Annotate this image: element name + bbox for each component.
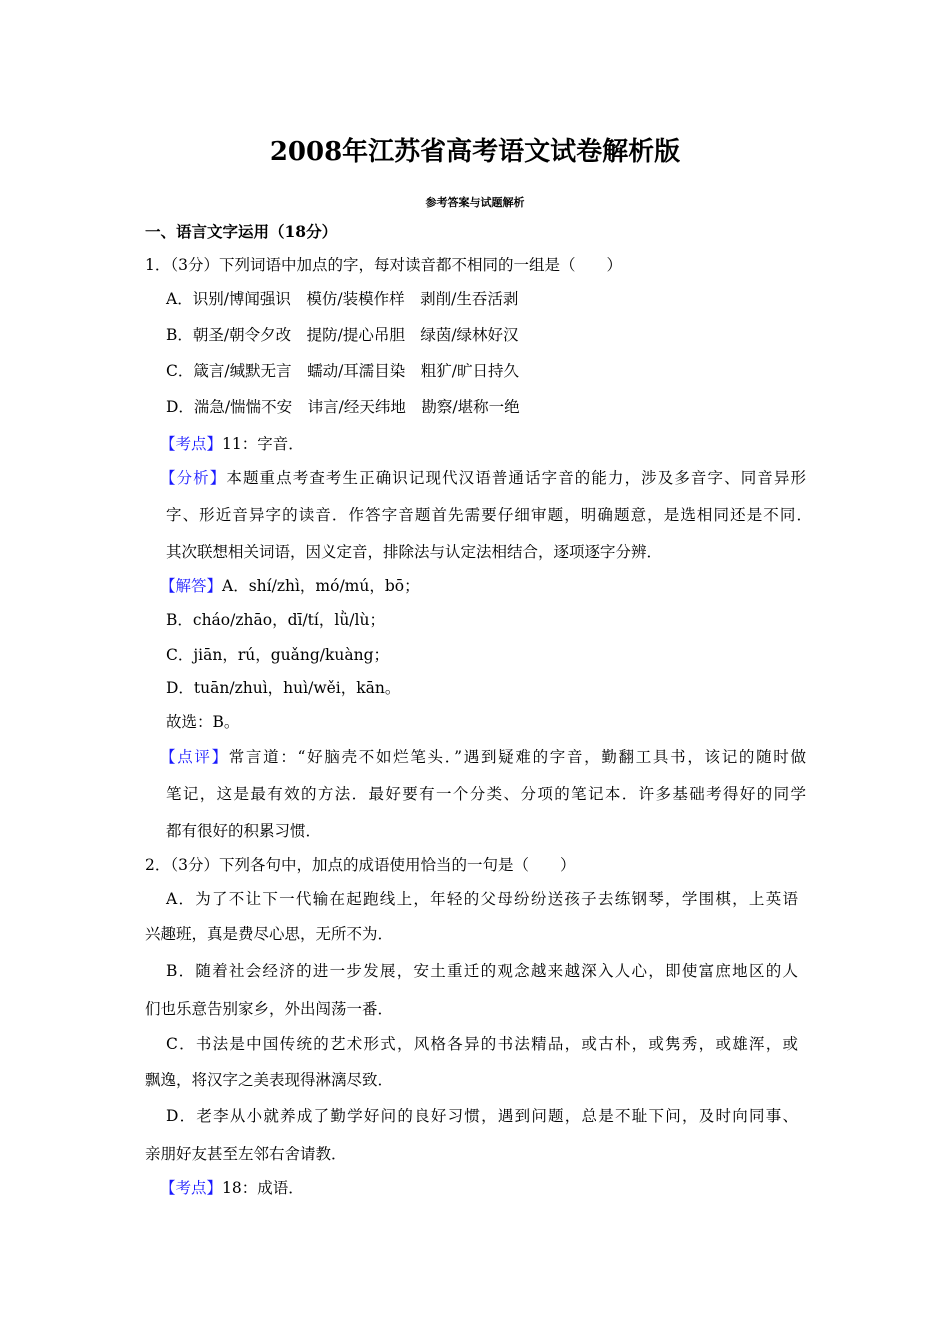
line-text: 常言道：“好脑壳不如烂笔头．”遇到疑难的字音，勤翻工具书，该记的随时做 [228,748,806,766]
line-text: D．老李从小就养成了勤学好问的良好习惯，遇到问题，总是不耻下问，及时向同事、 [166,1107,798,1125]
line-text: A．识别/博闻强识 模仿/装模作样 剥削/生吞活剥 [166,290,519,308]
line-text: B．cháo/zhāo，dī/tí，lǜ/lù； [166,611,385,629]
line-text: 都有很好的积累习惯． [166,822,322,840]
annotation-line [160,747,806,767]
line-text: A．为了不让下一代输在起跑线上，年轻的父母纷纷送孩子去练钢琴，学围棋，上英语 [166,890,798,908]
text-line [166,784,806,804]
text-line [166,289,518,309]
line-text: 飘逸，将汉字之美表现得淋漓尽致． [145,1071,394,1089]
text-line [145,924,393,944]
line-text: 一、语言文字运用（18分） [145,222,338,241]
line-text: 其次联想相关词语，因义定音，排除法与认定法相结合，逐项逐字分辨． [166,543,663,561]
annotation-line [160,468,806,488]
document-subtitle: 参考答案与试题解析 [425,196,525,209]
line-text: 笔记，这是最有效的方法．最好要有一个分类、分项的笔记本．许多基础考得好的同学 [166,785,806,803]
text-line [166,712,239,732]
annotation-label: 【考点】 [160,435,223,453]
text-line [145,222,337,242]
text-line [166,397,520,417]
line-text: D．湍急/惴惴不安 讳言/经天纬地 勘察/堪称一绝 [166,398,520,416]
line-text: C．箴言/缄默无言 蠕动/耳濡目染 粗犷/旷日持久 [166,362,520,380]
line-text: 们也乐意告别家乡，外出闯荡一番． [145,1000,394,1018]
line-text: 亲朋好友甚至左邻右舍请教． [145,1145,347,1163]
annotation-line [160,434,304,454]
line-text: D．tuān/zhuì，huì/wěi，kān。 [166,679,401,697]
text-line [166,889,798,909]
annotation-label: 【点评】 [160,748,229,766]
annotation-line [160,1178,304,1198]
annotation-label: 【解答】 [160,577,223,595]
text-line [166,505,812,525]
text-line [145,999,393,1019]
text-line [166,610,385,630]
line-text: 2．（3分）下列各句中，加点的成语使用恰当的一句是（ ） [145,856,576,874]
text-line [166,961,798,981]
text-line [166,361,519,381]
line-text: 字、形近音异字的读音．作答字音题首先需要仔细审题，明确题意，是选相同还是不同． [166,506,812,524]
line-text: 18：成语． [222,1179,304,1197]
document-title: 2008年江苏省高考语文试卷解析版 [269,137,681,167]
text-line [145,855,575,875]
text-line [166,325,519,345]
text-line [166,1106,798,1126]
line-text: 本题重点考查考生正确识记现代汉语普通话字音的能力，涉及多音字、同音异形 [226,469,806,487]
line-text: B．随着社会经济的进一步发展，安土重迁的观念越来越深入人心，即使富庶地区的人 [166,962,798,980]
text-line [145,1144,347,1164]
text-line [166,1034,798,1054]
text-line [166,542,662,562]
annotation-label: 【考点】 [160,1179,223,1197]
annotation-line [160,576,420,596]
line-text: B．朝圣/朝令夕改 提防/提心吊胆 绿茵/绿林好汉 [166,326,519,344]
text-line [166,678,400,698]
line-text: 1．（3分）下列词语中加点的字，每对读音都不相同的一组是（ ） [145,256,622,274]
line-text: 故选：B。 [166,713,240,731]
annotation-label: 【分析】 [160,469,227,487]
text-line [145,255,622,275]
line-text: C．jiān，rú，guǎng/kuàng； [166,646,390,664]
text-line [166,645,389,665]
line-text: 11：字音． [222,435,304,453]
line-text: 兴趣班，真是费尽心思，无所不为． [145,925,394,943]
text-line [145,1070,393,1090]
line-text: C．书法是中国传统的艺术形式，风格各异的书法精品，或古朴，或隽秀，或雄浑，或 [166,1035,798,1053]
line-text: A．shí/zhì，mó/mú，bō； [222,577,420,595]
text-line [166,821,321,841]
